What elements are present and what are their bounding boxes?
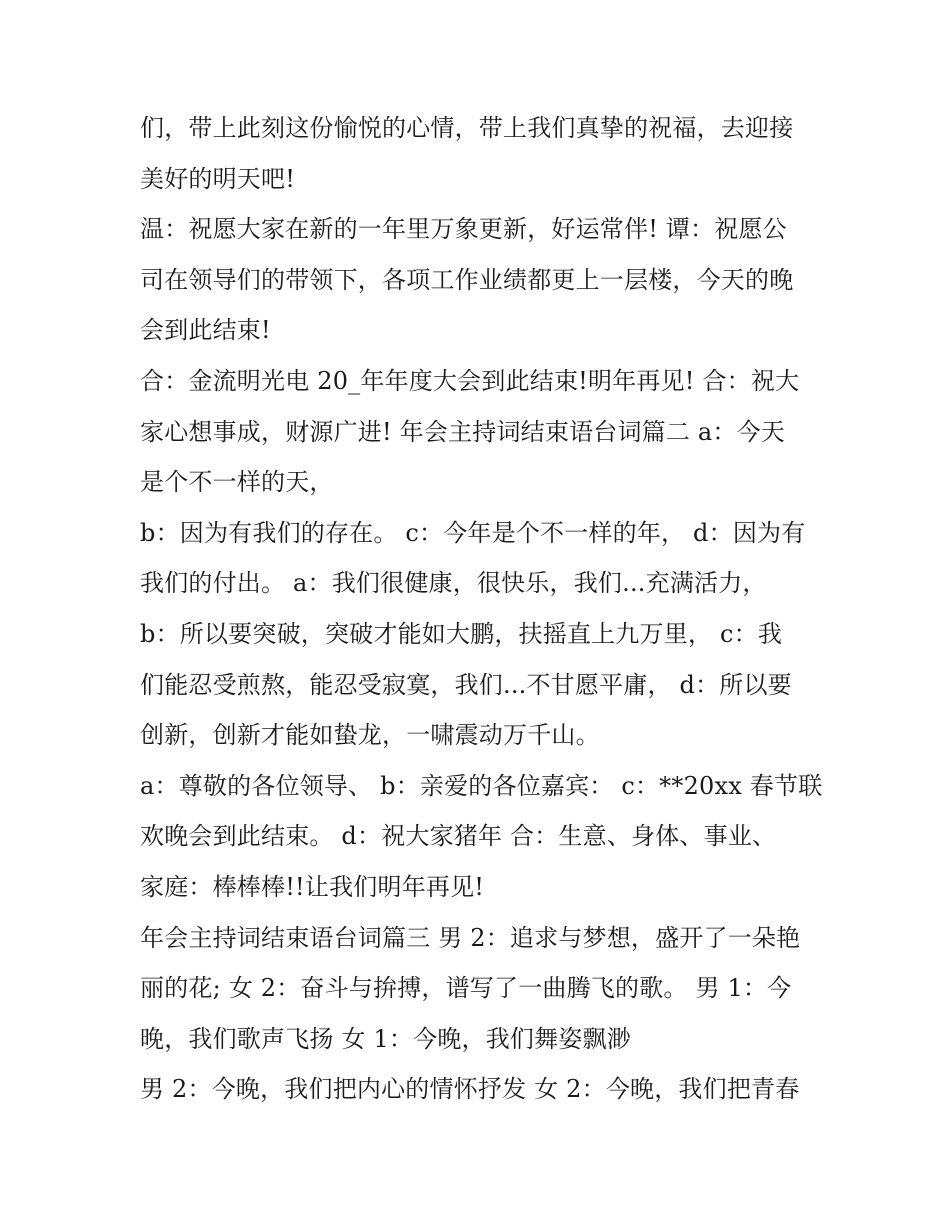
text-line-7: 家心想事成，财源广进! 年会主持词结束语台词篇二 a：今天: [140, 417, 786, 446]
text-line-13: 创新，创新才能如蛰龙，一啸震动万千山。: [140, 721, 600, 750]
text-line-8: 是个不一样的天，: [140, 468, 334, 497]
text-line-1: 们，带上此刻这份愉悦的心情，带上我们真挚的祝福，去迎接: [140, 114, 794, 142]
text-line-4: 司在领导们的带领下，各项工作业绩都更上一层楼，今天的晚: [140, 265, 794, 294]
text-line-9: b：因为有我们的存在。 c：今年是个不一样的年， d：因为有: [140, 518, 806, 547]
text-line-12: 们能忍受煎熬，能忍受寂寞，我们...不甘愿平庸， d：所以要: [140, 670, 792, 699]
text-line-3: 温：祝愿大家在新的一年里万象更新，好运常伴! 谭：祝愿公: [140, 215, 787, 244]
text-line-6: 合：金流明光电 20_年年度大会到此结束!明年再见! 合：祝大: [140, 366, 800, 395]
text-line-16: 家庭：棒棒棒!!让我们明年再见!: [140, 872, 485, 901]
text-line-14: a：尊敬的各位领导、 b：亲爱的各位嘉宾： c：**20xx 春节联: [140, 771, 823, 800]
text-line-15: 欢晚会到此结束。 d：祝大家猪年 合：生意、身体、事业、: [140, 822, 777, 851]
text-line-19: 晚，我们歌声飞扬 女 1：今晚，我们舞姿飘渺: [140, 1024, 631, 1053]
text-line-5: 会到此结束!: [140, 316, 271, 345]
text-line-10: 我们的付出。 a：我们很健康，很快乐，我们...充满活力，: [140, 569, 767, 598]
text-line-2: 美好的明天吧!: [140, 164, 296, 193]
body-text: [140, 103, 823, 1115]
text-line-20: 男 2：今晚，我们把内心的情怀抒发 女 2：今晚，我们把青春: [140, 1075, 800, 1104]
text-line-17: 年会主持词结束语台词篇三 男 2：追求与梦想，盛开了一朵艳: [140, 923, 801, 952]
text-line-11: b：所以要突破，突破才能如大鹏，扶摇直上九万里， c：我: [140, 619, 783, 648]
text-line-18: 丽的花; 女 2：奋斗与拚搏，谱写了一曲腾飞的歌。 男 1：今: [140, 974, 792, 1003]
